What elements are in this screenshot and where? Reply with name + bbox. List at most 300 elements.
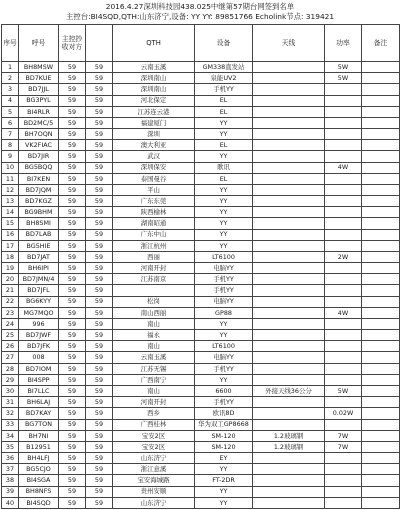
cell-antenna <box>253 352 325 363</box>
cell-no: 17 <box>2 240 19 251</box>
cell-power <box>325 117 362 128</box>
cell-callsign: BH4LFJ <box>19 453 59 464</box>
cell-callsign: BD7JIR <box>19 151 59 162</box>
cell-note <box>362 207 400 218</box>
table-row <box>2 475 400 486</box>
cell-note <box>362 341 400 352</box>
cell-antenna <box>253 196 325 207</box>
table-row <box>2 151 400 162</box>
cell-note <box>362 251 400 262</box>
cell-qth: 江苏无锡 <box>113 363 195 374</box>
cell-power <box>325 363 362 374</box>
cell-antenna <box>253 397 325 408</box>
cell-antenna <box>253 117 325 128</box>
cell-rst-received: 59 <box>86 285 113 296</box>
cell-rst-received: 59 <box>86 73 113 84</box>
cell-note <box>362 453 400 464</box>
cell-antenna <box>253 274 325 285</box>
cell-antenna <box>253 341 325 352</box>
cell-rst-received: 59 <box>86 374 113 385</box>
cell-qth: 宝安海城路 <box>113 475 195 486</box>
cell-rst-received: 59 <box>86 385 113 396</box>
cell-note <box>362 274 400 285</box>
cell-no: 14 <box>2 207 19 218</box>
cell-qth: 陕西榆林 <box>113 207 195 218</box>
cell-power: 4W <box>325 162 362 173</box>
cell-rst-received: 59 <box>86 274 113 285</box>
cell-rst-received: 59 <box>86 397 113 408</box>
cell-note <box>362 106 400 117</box>
cell-callsign: BH7NI <box>19 430 59 441</box>
cell-note <box>362 229 400 240</box>
table-row <box>2 196 400 207</box>
cell-rig: 欧讯8D <box>195 408 253 419</box>
cell-power <box>325 173 362 184</box>
cell-no: 13 <box>2 196 19 207</box>
cell-rst-received: 59 <box>86 441 113 452</box>
cell-no: 37 <box>2 464 19 475</box>
cell-qth: 宝安2区 <box>113 430 195 441</box>
cell-no: 4 <box>2 95 19 106</box>
cell-callsign: BD7JFL <box>19 285 59 296</box>
cell-rst-sent: 59 <box>59 117 86 128</box>
cell-rst-sent: 59 <box>59 464 86 475</box>
cell-callsign: BH8NFS <box>19 486 59 497</box>
table-row <box>2 385 400 396</box>
cell-rig: YY <box>195 218 253 229</box>
cell-note <box>362 441 400 452</box>
cell-rst-sent: 59 <box>59 419 86 430</box>
cell-rst-sent: 59 <box>59 140 86 151</box>
cell-callsign: BD7JAT <box>19 251 59 262</box>
cell-no: 8 <box>2 140 19 151</box>
cell-rig: YY <box>195 151 253 162</box>
cell-rst-sent: 59 <box>59 73 86 84</box>
cell-rst-sent: 59 <box>59 274 86 285</box>
cell-qth <box>113 285 195 296</box>
cell-callsign: 996 <box>19 318 59 329</box>
cell-qth: 山东济宁 <box>113 497 195 508</box>
col-header-power: 功率 <box>325 25 362 62</box>
cell-antenna <box>253 263 325 274</box>
cell-rig: YY <box>195 240 253 251</box>
cell-antenna <box>253 162 325 173</box>
table-row <box>2 296 400 307</box>
cell-rig: 泉能UV2 <box>195 73 253 84</box>
cell-note <box>362 129 400 140</box>
cell-rig: 歌讯 <box>195 162 253 173</box>
cell-no: 7 <box>2 129 19 140</box>
header <box>0 0 400 24</box>
cell-rig: YY <box>195 497 253 508</box>
cell-qth: 深圳南山 <box>113 84 195 95</box>
cell-power <box>325 419 362 430</box>
cell-note <box>362 296 400 307</box>
cell-callsign: BD7KUE <box>19 73 59 84</box>
cell-callsign: BD7JWF <box>19 330 59 341</box>
cell-rst-sent: 59 <box>59 173 86 184</box>
table-row <box>2 140 400 151</box>
cell-rig: EL <box>195 106 253 117</box>
cell-qth: 深圳南山 <box>113 73 195 84</box>
cell-rst-received: 59 <box>86 408 113 419</box>
cell-callsign: BD7LAB <box>19 229 59 240</box>
cell-rig: LT6100 <box>195 341 253 352</box>
table-row <box>2 95 400 106</box>
cell-antenna <box>253 497 325 508</box>
cell-power <box>325 318 362 329</box>
cell-no: 33 <box>2 419 19 430</box>
cell-no: 10 <box>2 162 19 173</box>
cell-no: 11 <box>2 173 19 184</box>
cell-power <box>325 218 362 229</box>
cell-power <box>325 95 362 106</box>
cell-rig: 电脑YY <box>195 296 253 307</box>
cell-callsign: MG7MQO <box>19 307 59 318</box>
cell-callsign: BI7LLC <box>19 385 59 396</box>
cell-antenna <box>253 296 325 307</box>
cell-rst-received: 59 <box>86 318 113 329</box>
table-row <box>2 73 400 84</box>
col-header-rig: 设备 <box>195 25 253 62</box>
cell-power <box>325 497 362 508</box>
cell-rst-sent: 59 <box>59 240 86 251</box>
table-row <box>2 162 400 173</box>
cell-qth: 南山 <box>113 318 195 329</box>
cell-rst-received: 59 <box>86 218 113 229</box>
cell-callsign: BD2MC/5 <box>19 117 59 128</box>
table-row <box>2 129 400 140</box>
cell-rst-sent: 59 <box>59 497 86 508</box>
cell-no: 38 <box>2 475 19 486</box>
cell-note <box>362 263 400 274</box>
cell-rst-received: 59 <box>86 251 113 262</box>
cell-power: 7W <box>325 441 362 452</box>
cell-no: 20 <box>2 274 19 285</box>
cell-qth: 江苏连云港 <box>113 106 195 117</box>
cell-rst-sent: 59 <box>59 318 86 329</box>
cell-rst-received: 59 <box>86 117 113 128</box>
cell-callsign: BG9BHM <box>19 207 59 218</box>
cell-rst-sent: 59 <box>59 184 86 195</box>
cell-antenna: 外接天线36公分 <box>253 385 325 396</box>
cell-rst-received: 59 <box>86 330 113 341</box>
cell-qth: 福建厦门 <box>113 117 195 128</box>
cell-rst-sent: 59 <box>59 397 86 408</box>
col-header-rst-received <box>86 25 113 62</box>
cell-callsign: BI4SQD <box>19 497 59 508</box>
cell-note <box>362 475 400 486</box>
cell-no: 6 <box>2 117 19 128</box>
cell-power: 0.02W <box>325 408 362 419</box>
cell-qth: 广东中山 <box>113 229 195 240</box>
page-title: 2016.4.27深圳科技园438.025中继第57期台网签到名单 <box>105 2 295 11</box>
cell-antenna <box>253 486 325 497</box>
cell-power <box>325 374 362 385</box>
cell-antenna <box>253 318 325 329</box>
cell-rst-received: 59 <box>86 129 113 140</box>
cell-rst-received: 59 <box>86 229 113 240</box>
cell-no: 40 <box>2 497 19 508</box>
cell-note <box>362 285 400 296</box>
cell-power <box>325 464 362 475</box>
cell-qth: 南山 <box>113 385 195 396</box>
table-row <box>2 441 400 452</box>
cell-rst-received: 59 <box>86 486 113 497</box>
cell-qth: 宝安2区 <box>113 441 195 452</box>
cell-rst-sent: 59 <box>59 296 86 307</box>
cell-rig: FT-2DR <box>195 475 253 486</box>
cell-power <box>325 263 362 274</box>
cell-rig: 手机YY <box>195 285 253 296</box>
cell-callsign: BH6IPI <box>19 263 59 274</box>
table-row <box>2 263 400 274</box>
cell-note <box>362 140 400 151</box>
cell-qth: 深圳保安 <box>113 162 195 173</box>
cell-antenna: 1.2玻璃钢 <box>253 441 325 452</box>
cell-callsign: BH8MSW <box>19 62 59 73</box>
cell-no: 36 <box>2 453 19 464</box>
cell-note <box>362 374 400 385</box>
table-row <box>2 184 400 195</box>
cell-rig: GM338直发站 <box>195 62 253 73</box>
cell-rst-received: 59 <box>86 363 113 374</box>
cell-qth: 云南玉溪 <box>113 62 195 73</box>
cell-rig: EY <box>195 453 253 464</box>
cell-power <box>325 151 362 162</box>
cell-rig: YY <box>195 129 253 140</box>
cell-note <box>362 173 400 184</box>
cell-note <box>362 352 400 363</box>
cell-antenna <box>253 84 325 95</box>
cell-no: 21 <box>2 285 19 296</box>
cell-qth: 浙江杭州 <box>113 240 195 251</box>
cell-note <box>362 408 400 419</box>
cell-antenna <box>253 106 325 117</box>
cell-no: 22 <box>2 296 19 307</box>
table-row <box>2 453 400 464</box>
cell-antenna <box>253 285 325 296</box>
cell-no: 18 <box>2 251 19 262</box>
cell-rig: YY <box>195 196 253 207</box>
cell-rst-sent: 59 <box>59 151 86 162</box>
cell-rst-sent: 59 <box>59 218 86 229</box>
cell-rst-received: 59 <box>86 419 113 430</box>
cell-power <box>325 486 362 497</box>
cell-no: 23 <box>2 307 19 318</box>
cell-rig: YY <box>195 207 253 218</box>
cell-no: 2 <box>2 73 19 84</box>
cell-antenna <box>253 475 325 486</box>
cell-note <box>362 84 400 95</box>
cell-rst-sent: 59 <box>59 129 86 140</box>
cell-rig: YY <box>195 330 253 341</box>
cell-antenna <box>253 151 325 162</box>
cell-rst-sent: 59 <box>59 341 86 352</box>
cell-rst-sent: 59 <box>59 352 86 363</box>
cell-note <box>362 117 400 128</box>
cell-rig: 手机YY <box>195 363 253 374</box>
cell-no: 29 <box>2 374 19 385</box>
cell-callsign: B12951 <box>19 441 59 452</box>
table-row <box>2 408 400 419</box>
cell-rig: YY <box>195 229 253 240</box>
cell-rst-received: 59 <box>86 95 113 106</box>
cell-rig: 手机YY <box>195 397 253 408</box>
cell-callsign: 008 <box>19 352 59 363</box>
cell-rig: SM-120 <box>195 441 253 452</box>
table-row <box>2 464 400 475</box>
cell-no: 19 <box>2 263 19 274</box>
table-row <box>2 173 400 184</box>
cell-antenna <box>253 62 325 73</box>
cell-rig: SM-120 <box>195 430 253 441</box>
cell-power <box>325 196 362 207</box>
cell-rst-received: 59 <box>86 184 113 195</box>
cell-rst-received: 59 <box>86 307 113 318</box>
cell-no: 35 <box>2 441 19 452</box>
table-row <box>2 330 400 341</box>
cell-qth: 云南玉溪 <box>113 352 195 363</box>
table-row <box>2 229 400 240</box>
cell-note <box>362 363 400 374</box>
cell-rig: 手机YY <box>195 84 253 95</box>
cell-rst-received: 59 <box>86 475 113 486</box>
cell-rst-sent: 59 <box>59 441 86 452</box>
cell-antenna <box>253 419 325 430</box>
cell-no: 3 <box>2 84 19 95</box>
cell-qth: 澳大利亚 <box>113 140 195 151</box>
table-row <box>2 486 400 497</box>
cell-power <box>325 184 362 195</box>
cell-antenna <box>253 330 325 341</box>
cell-power: 5W <box>325 62 362 73</box>
cell-no: 25 <box>2 330 19 341</box>
table-row <box>2 62 400 73</box>
cell-callsign: VK2FIAC <box>19 140 59 151</box>
cell-antenna: 1.2玻璃钢 <box>253 430 325 441</box>
table-row <box>2 117 400 128</box>
cell-rig: YY <box>195 486 253 497</box>
cell-rig: 华为双工GP8668 <box>195 419 253 430</box>
table-row <box>2 318 400 329</box>
cell-callsign: BD7JFK <box>19 341 59 352</box>
cell-callsign: BH7OQN <box>19 129 59 140</box>
cell-antenna <box>253 129 325 140</box>
cell-rst-sent: 59 <box>59 229 86 240</box>
cell-qth: 南山 <box>113 341 195 352</box>
cell-rst-sent: 59 <box>59 475 86 486</box>
table-row <box>2 307 400 318</box>
table-row <box>2 430 400 441</box>
cell-rig: YY <box>195 318 253 329</box>
cell-antenna <box>253 307 325 318</box>
table-row <box>2 84 400 95</box>
cell-no: 15 <box>2 218 19 229</box>
cell-rst-received: 59 <box>86 106 113 117</box>
cell-no: 16 <box>2 229 19 240</box>
cell-antenna <box>253 363 325 374</box>
cell-power: 2W <box>325 251 362 262</box>
cell-no: 34 <box>2 430 19 441</box>
cell-rst-sent: 59 <box>59 196 86 207</box>
cell-qth: 西丽 <box>113 251 195 262</box>
cell-rst-sent: 59 <box>59 95 86 106</box>
cell-rst-sent: 59 <box>59 251 86 262</box>
cell-antenna <box>253 207 325 218</box>
cell-antenna <box>253 464 325 475</box>
cell-note <box>362 95 400 106</box>
cell-antenna <box>253 408 325 419</box>
table-row <box>2 374 400 385</box>
cell-rst-received: 59 <box>86 173 113 184</box>
cell-rst-sent: 59 <box>59 84 86 95</box>
cell-rig: 手机YY <box>195 274 253 285</box>
cell-callsign: BI4SGA <box>19 475 59 486</box>
cell-rst-received: 59 <box>86 464 113 475</box>
cell-power <box>325 274 362 285</box>
cell-power <box>325 84 362 95</box>
cell-note <box>362 486 400 497</box>
table-row <box>2 363 400 374</box>
cell-callsign: BD7JMN/4 <box>19 274 59 285</box>
cell-rig: LT6100 <box>195 251 253 262</box>
cell-qth: 福永 <box>113 330 195 341</box>
cell-rig: YY <box>195 117 253 128</box>
cell-antenna <box>253 95 325 106</box>
cell-note <box>362 184 400 195</box>
cell-rst-sent: 59 <box>59 486 86 497</box>
cell-rst-received: 59 <box>86 62 113 73</box>
cell-note <box>362 318 400 329</box>
cell-qth: 西乡 <box>113 408 195 419</box>
cell-note <box>362 62 400 73</box>
cell-rig: 电脑YY <box>195 352 253 363</box>
cell-rig: 6600 <box>195 385 253 396</box>
cell-callsign: BG3PYL <box>19 95 59 106</box>
cell-note <box>362 330 400 341</box>
cell-no: 31 <box>2 397 19 408</box>
cell-qth: 湖南昭通 <box>113 218 195 229</box>
cell-note <box>362 240 400 251</box>
cell-note <box>362 162 400 173</box>
cell-rst-received: 59 <box>86 84 113 95</box>
table-row <box>2 397 400 408</box>
cell-no: 24 <box>2 318 19 329</box>
col-header-callsign: 呼号 <box>19 25 59 62</box>
cell-power: 5W <box>325 385 362 396</box>
cell-no: 1 <box>2 62 19 73</box>
table-row <box>2 218 400 229</box>
cell-rig: EL <box>195 173 253 184</box>
cell-rst-received: 59 <box>86 207 113 218</box>
cell-callsign: BD7JJL <box>19 84 59 95</box>
cell-rst-received: 59 <box>86 430 113 441</box>
cell-rst-sent: 59 <box>59 453 86 464</box>
cell-rig: GP88 <box>195 307 253 318</box>
cell-callsign: BG6KYY <box>19 296 59 307</box>
cell-qth: 泰国曼谷 <box>113 173 195 184</box>
cell-callsign: BG7TON <box>19 419 59 430</box>
cell-antenna <box>253 184 325 195</box>
cell-qth: 河北保定 <box>113 95 195 106</box>
cell-rst-received: 59 <box>86 497 113 508</box>
cell-power <box>325 475 362 486</box>
cell-power <box>325 341 362 352</box>
cell-qth: 南山西丽 <box>113 307 195 318</box>
cell-note <box>362 497 400 508</box>
cell-power: 7W <box>325 430 362 441</box>
